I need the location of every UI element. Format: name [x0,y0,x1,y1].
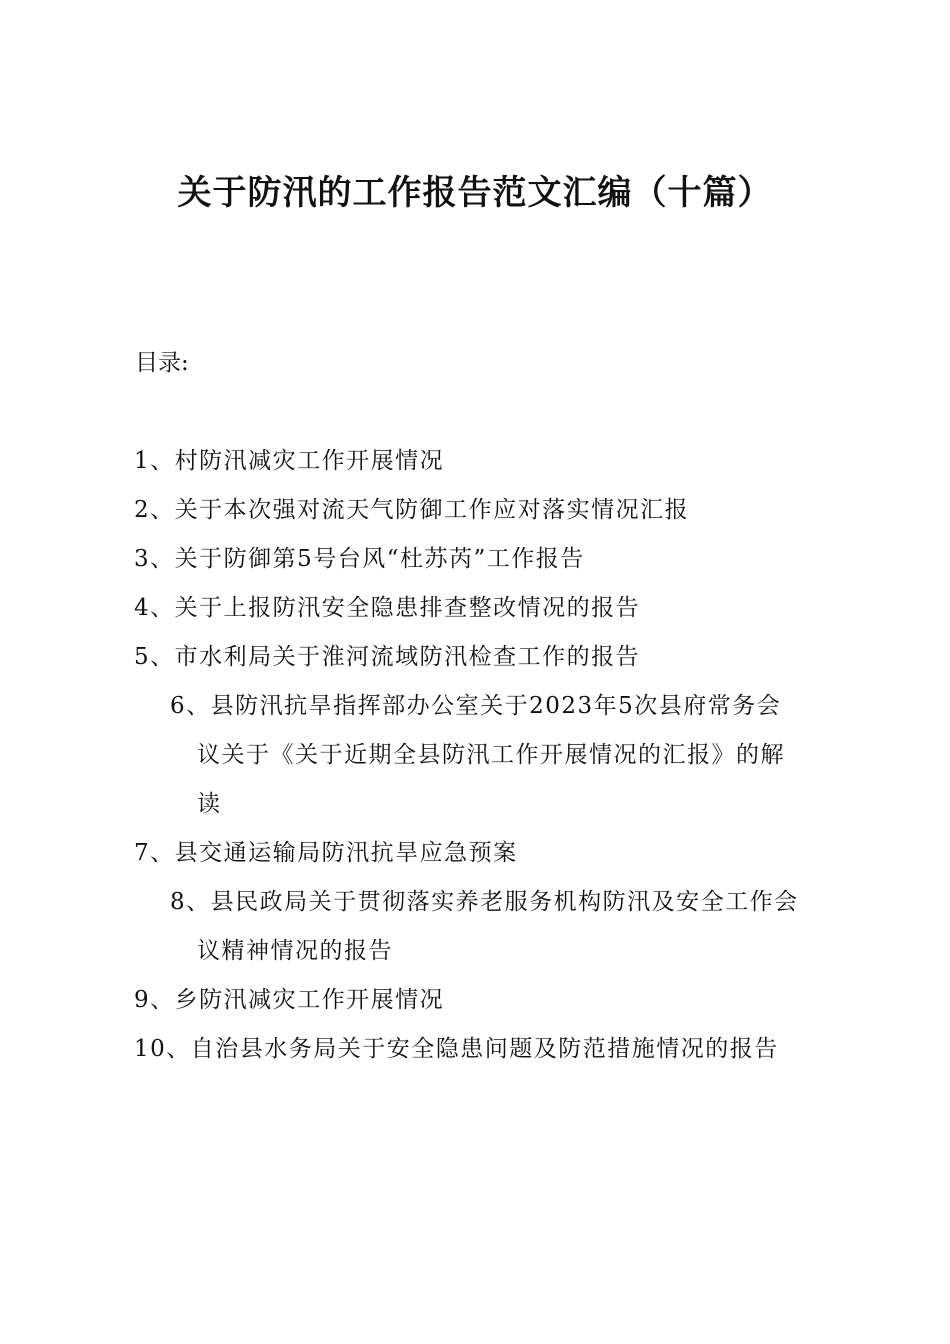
toc-item [0,976,950,1025]
toc-item-text: 8、县民政局关于贯彻落实养老服务机构防汛及安全工作会 [170,889,799,915]
toc-item [0,535,950,584]
toc-label: 目录: [135,350,189,376]
toc-item-text: 3、关于防御第5号台风“杜苏芮”工作报告 [134,546,585,572]
toc-item-text: 7、县交通运输局防汛抗旱应急预案 [134,840,518,866]
toc-item-text: 4、关于上报防汛安全隐患排查整改情况的报告 [134,595,641,621]
toc-item-text-continued: 读 [197,791,222,817]
toc-item-text-continued: 议精神情况的报告 [197,938,393,964]
toc-item-text-continued: 议关于《关于近期全县防汛工作开展情况的汇报》的解 [197,742,785,768]
toc-item-text: 9、乡防汛减灾工作开展情况 [134,987,445,1013]
toc-item-text: 1、村防汛减灾工作开展情况 [134,448,445,474]
toc-item-text: 5、市水利局关于淮河流域防汛检查工作的报告 [134,644,641,670]
toc-item [0,584,950,633]
toc-item [0,633,950,682]
toc-item [0,1025,950,1074]
table-of-contents [0,437,950,1074]
toc-item [0,682,950,829]
document-title: 关于防汛的工作报告范文汇编（十篇） [177,173,773,213]
toc-item-text: 10、自治县水务局关于安全隐患问题及防范措施情况的报告 [134,1036,779,1062]
toc-item-text: 2、关于本次强对流天气防御工作应对落实情况汇报 [134,497,690,523]
toc-item [0,878,950,976]
toc-item [0,829,950,878]
toc-item [0,486,950,535]
toc-item [0,437,950,486]
toc-item-text: 6、县防汛抗旱指挥部办公室关于2023年5次县府常务会 [170,693,782,719]
